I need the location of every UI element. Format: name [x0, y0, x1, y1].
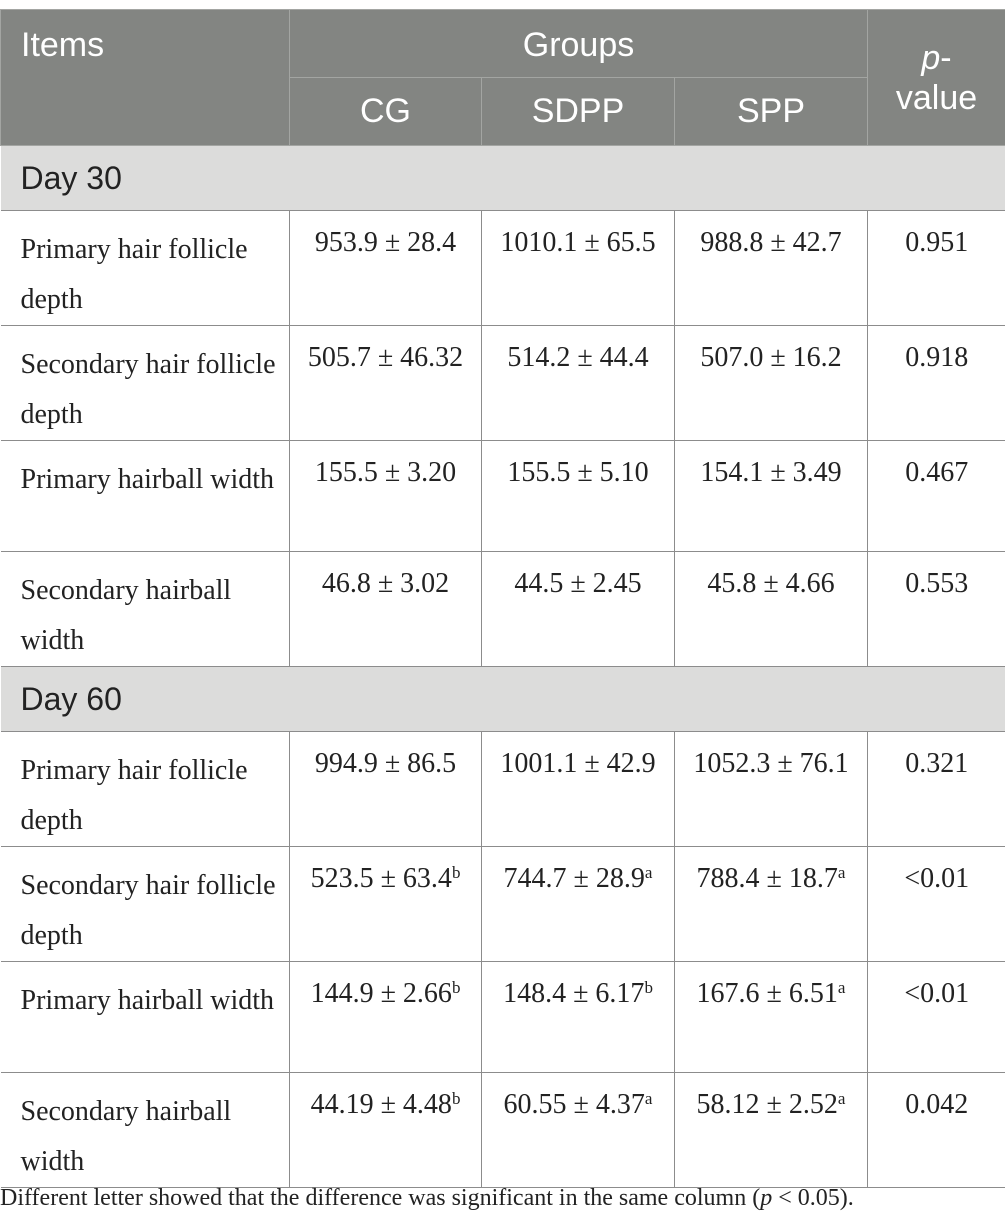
- value-sdpp: 155.5 ± 5.10: [507, 457, 649, 488]
- value-cell-cg: [290, 732, 482, 847]
- value-cell-cg: [290, 326, 482, 441]
- value-cg: 953.9 ± 28.4: [314, 227, 457, 258]
- value-spp: 154.1 ± 3.49: [700, 457, 842, 488]
- value-cg: 46.8 ± 3.02: [321, 568, 450, 599]
- item-name: Secondary hair follicle depth: [1, 326, 290, 441]
- table-row: [1, 441, 1005, 552]
- value-cell-sdpp: [482, 441, 675, 552]
- value-cell-cg: [290, 441, 482, 552]
- value-cell-spp: [675, 211, 868, 326]
- value-sdpp: 60.55 ± 4.37: [503, 1089, 645, 1120]
- table-row: [1, 732, 1005, 847]
- value-cell-sdpp: [482, 847, 675, 962]
- item-name: Secondary hair follicle depth: [1, 847, 290, 962]
- value-cell-cg: [290, 962, 482, 1073]
- item-name: Secondary hairball width: [1, 1073, 290, 1188]
- section-label: Day 30: [1, 146, 1005, 211]
- group-header-spp: SPP: [675, 78, 868, 146]
- p-value-cell: 0.467: [868, 441, 1005, 552]
- value-cg: 523.5 ± 63.4: [310, 863, 452, 894]
- p-value-cell: 0.042: [868, 1073, 1005, 1188]
- section-label: Day 60: [1, 667, 1005, 732]
- value-cell-spp: [675, 847, 868, 962]
- value-sdpp: 744.7 ± 28.9: [503, 863, 645, 894]
- value-sdpp: 44.5 ± 2.45: [514, 568, 642, 599]
- p-value-header-italic: p: [921, 38, 941, 77]
- p-value-header-text: value: [895, 78, 978, 117]
- group-header-sdpp: SDPP: [482, 78, 675, 146]
- value-spp: 45.8 ± 4.66: [707, 568, 835, 599]
- value-cell-spp: [675, 1073, 868, 1188]
- significance-letter: b: [644, 978, 653, 997]
- value-spp: 988.8 ± 42.7: [700, 227, 842, 258]
- significance-letter: a: [837, 978, 846, 997]
- section-row: [1, 146, 1005, 211]
- significance-letter: b: [451, 978, 461, 997]
- significance-letter: a: [837, 1089, 846, 1108]
- table-row: [1, 1073, 1005, 1188]
- value-spp: 1052.3 ± 76.1: [693, 748, 849, 779]
- table-body: [1, 146, 1005, 1188]
- p-value-header: p- value: [868, 10, 1005, 146]
- value-cg: 44.19 ± 4.48: [310, 1089, 452, 1120]
- value-cg: 994.9 ± 86.5: [314, 748, 457, 779]
- section-row: [1, 667, 1005, 732]
- value-cell-sdpp: [482, 552, 675, 667]
- p-value-cell: 0.321: [868, 732, 1005, 847]
- value-cell-cg: [290, 211, 482, 326]
- p-value-cell: 0.951: [868, 211, 1005, 326]
- significance-letter: a: [837, 863, 846, 882]
- footnote-text: Different letter showed that the difference was significant in the same column (: [0, 1185, 761, 1211]
- table-row: [1, 847, 1005, 962]
- value-cell-spp: [675, 441, 868, 552]
- value-cell-sdpp: [482, 1073, 675, 1188]
- significance-letter: a: [644, 863, 653, 882]
- item-name: Primary hairball width: [1, 441, 290, 552]
- value-cell-sdpp: [482, 326, 675, 441]
- significance-letter: a: [644, 1089, 653, 1108]
- item-name: Primary hairball width: [1, 962, 290, 1073]
- significance-letter: b: [451, 863, 461, 882]
- value-spp: 167.6 ± 6.51: [696, 978, 838, 1009]
- group-header-cg: CG: [290, 78, 482, 146]
- value-sdpp: 148.4 ± 6.17: [503, 978, 645, 1009]
- item-name: Primary hair follicle depth: [1, 732, 290, 847]
- value-cell-spp: [675, 552, 868, 667]
- table-row: [1, 326, 1005, 441]
- value-spp: 507.0 ± 16.2: [700, 342, 842, 373]
- results-table: [0, 9, 1005, 1188]
- value-cell-spp: [675, 732, 868, 847]
- value-cell-cg: [290, 1073, 482, 1188]
- item-name: Primary hair follicle depth: [1, 211, 290, 326]
- value-cell-spp: [675, 326, 868, 441]
- table-footnote: [0, 1185, 1005, 1212]
- value-cell-spp: [675, 962, 868, 1073]
- table-row: [1, 552, 1005, 667]
- p-value-cell: <0.01: [868, 962, 1005, 1073]
- value-cell-cg: [290, 847, 482, 962]
- value-cell-sdpp: [482, 732, 675, 847]
- groups-header: Groups: [290, 10, 868, 78]
- items-header: Items: [1, 10, 290, 146]
- footnote-tail: < 0.05).: [772, 1185, 854, 1211]
- value-cell-sdpp: [482, 211, 675, 326]
- p-value-cell: 0.553: [868, 552, 1005, 667]
- item-name: Secondary hairball width: [1, 552, 290, 667]
- value-cg: 505.7 ± 46.32: [307, 342, 464, 373]
- value-cell-sdpp: [482, 962, 675, 1073]
- value-cg: 144.9 ± 2.66: [310, 978, 452, 1009]
- significance-letter: b: [451, 1089, 461, 1108]
- table-row: [1, 962, 1005, 1073]
- value-sdpp: 1001.1 ± 42.9: [500, 748, 656, 779]
- value-spp: 788.4 ± 18.7: [696, 863, 838, 894]
- p-value-cell: <0.01: [868, 847, 1005, 962]
- value-spp: 58.12 ± 2.52: [696, 1089, 838, 1120]
- value-sdpp: 1010.1 ± 65.5: [500, 227, 656, 258]
- value-sdpp: 514.2 ± 44.4: [507, 342, 649, 373]
- value-cell-cg: [290, 552, 482, 667]
- value-cg: 155.5 ± 3.20: [314, 457, 457, 488]
- table-row: [1, 211, 1005, 326]
- p-value-cell: 0.918: [868, 326, 1005, 441]
- footnote-p: p: [760, 1185, 773, 1211]
